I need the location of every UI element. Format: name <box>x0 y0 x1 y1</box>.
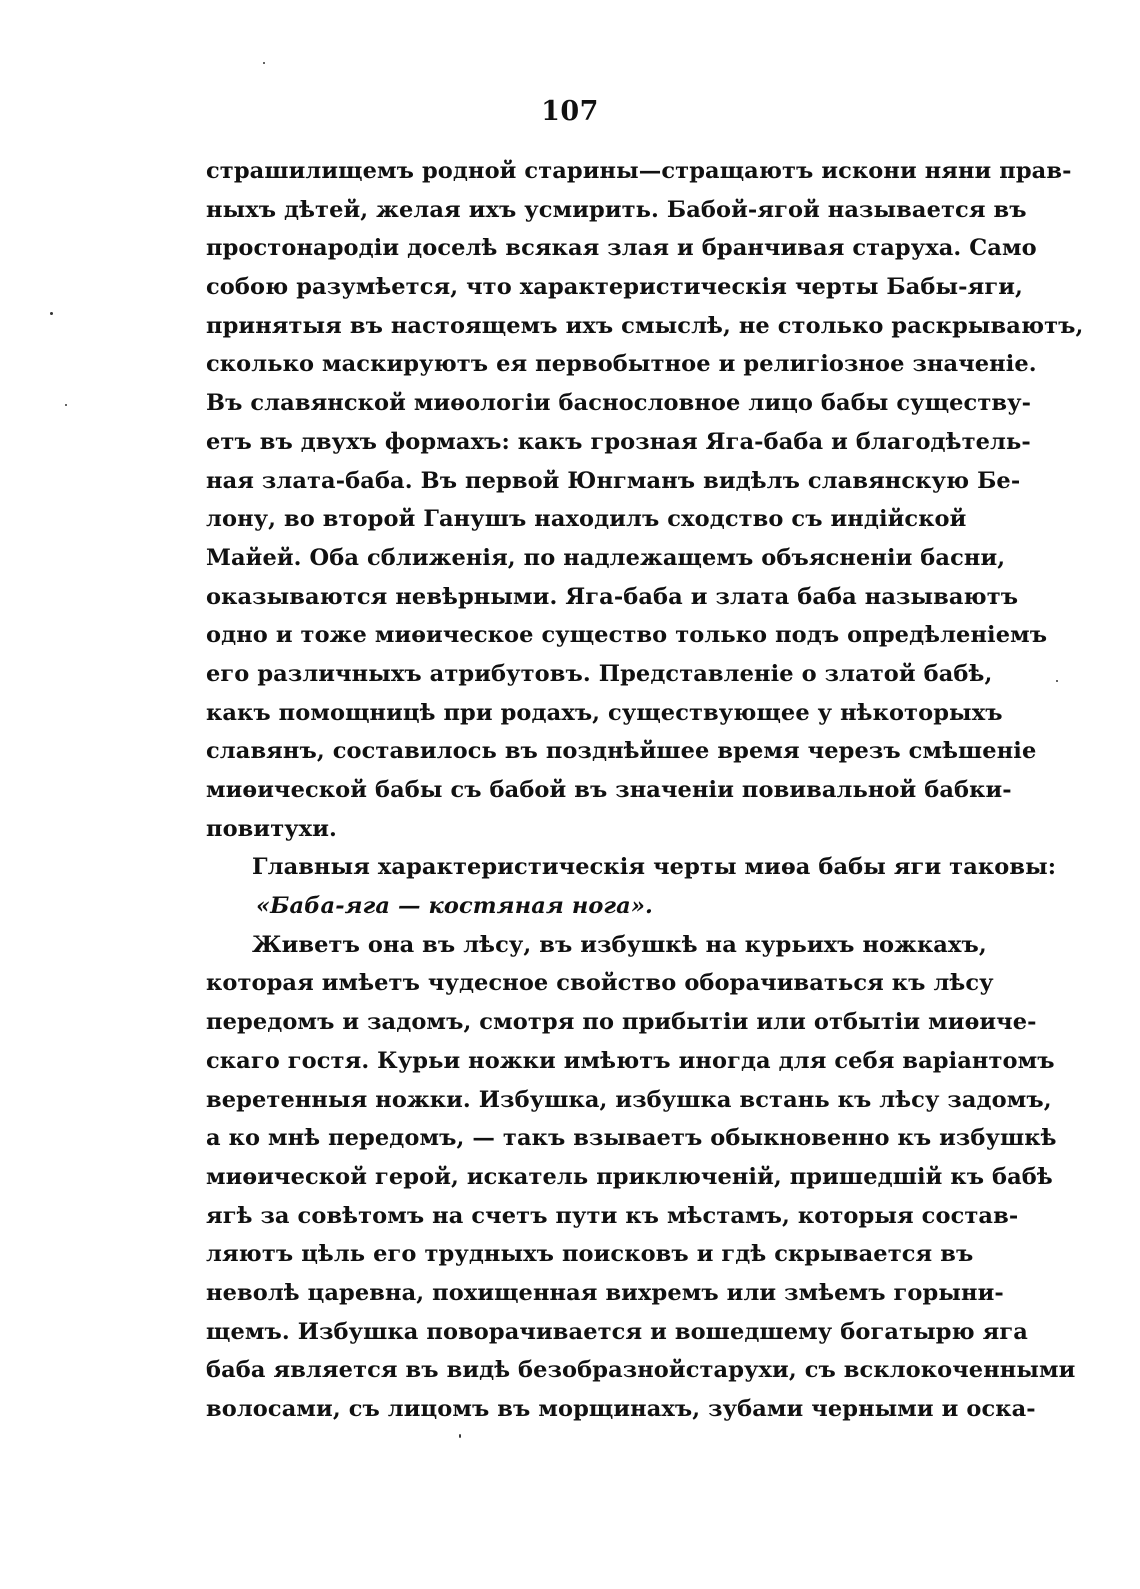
text-line: какъ помощницѣ при родахъ, существующее у нѣкоторыхъ <box>206 699 1003 726</box>
text-line: сколько маскируютъ ея первобытное и религіозное значеніе. <box>206 351 1037 378</box>
text-line: его различныхъ атрибутовъ. Представленіе о златой бабѣ, <box>206 660 993 687</box>
text-line: одно и тоже миѳическое существо только подъ опредѣленіемъ <box>206 622 1048 649</box>
text-line: повитухи. <box>206 815 337 842</box>
scan-speck <box>50 312 53 315</box>
text-line: баба является въ видѣ безобразнойстарухи, съ всклокоченными <box>206 1357 1076 1384</box>
page-number: 107 <box>541 96 599 127</box>
text-line: миѳической бабы съ бабой въ значеніи повивальной бабки- <box>206 777 1012 803</box>
text-line: простонародіи доселѣ всякая злая и бранчивая старуха. Само <box>206 235 1037 262</box>
text-line: Главныя характеристическія черты миѳа бабы яги таковы: <box>252 854 1057 881</box>
scan-speck <box>263 62 265 64</box>
body-text <box>206 152 1084 1429</box>
text-line: Живетъ она въ лѣсу, въ избушкѣ на курьихъ ножкахъ, <box>252 931 987 958</box>
text-line: славянъ, составилось въ позднѣйшее время черезъ смѣшеніе <box>206 738 1037 765</box>
text-line: передомъ и задомъ, смотря по прибытіи или отбытіи миѳиче- <box>206 1009 1037 1036</box>
text-line: Майей. Оба сближенія, по надлежащемъ объясненіи басни, <box>206 544 1006 571</box>
text-line: етъ въ двухъ формахъ: какъ грозная Яга-баба и благодѣтель- <box>206 428 1031 455</box>
text-line: ягѣ за совѣтомъ на счетъ пути къ мѣстамъ, которыя состав- <box>206 1202 1019 1229</box>
text-line: миѳической герой, искатель приключеній, пришедшій къ бабѣ <box>206 1163 1053 1190</box>
text-line: которая имѣетъ чудесное свойство оборачиваться къ лѣсу <box>206 970 994 997</box>
text-line: веретенныя ножки. Избушка, избушка встань къ лѣсу задомъ, <box>206 1086 1052 1113</box>
text-line: а ко мнѣ передомъ, — такъ взываетъ обыкновенно къ избушкѣ <box>206 1125 1057 1152</box>
text-line: оказываются невѣрными. Яга-баба и злата баба называютъ <box>206 583 1019 610</box>
text-line: неволѣ царевна, похищенная вихремъ или змѣемъ горыни- <box>206 1279 1004 1306</box>
text-line: собою разумѣется, что характеристическія черты Бабы-яги, <box>206 274 1023 301</box>
text-line: страшилищемъ родной старины—стращаютъ искони няни прав- <box>206 158 1072 184</box>
text-line: щемъ. Избушка поворачивается и вошедшему богатырю яга <box>206 1318 1028 1345</box>
text-line: ныхъ дѣтей, желая ихъ усмирить. Бабой-ягой называется въ <box>206 196 1027 223</box>
scan-speck <box>1056 680 1058 682</box>
text-line: ная злата-баба. Въ первой Юнгманъ видѣлъ славянскую Бе- <box>206 467 1021 494</box>
quoted-heading: «Баба-яга — костяная нога». <box>256 893 653 920</box>
text-line: Въ славянской миѳологіи баснословное лицо бабы существу- <box>206 390 1032 417</box>
text-line: лону, во второй Ганушъ находилъ сходство съ индійской <box>206 506 967 533</box>
text-line: скаго гостя. Курьи ножки имѣютъ иногда для себя варіантомъ <box>206 1047 1055 1074</box>
scan-speck <box>65 404 67 406</box>
scan-speck <box>459 1434 461 1438</box>
text-line: принятыя въ настоящемъ ихъ смыслѣ, не столько раскрываютъ, <box>206 312 1084 339</box>
text-line: волосами, съ лицомъ въ морщинахъ, зубами черными и оска- <box>206 1396 1036 1422</box>
text-line: ляютъ цѣль его трудныхъ поисковъ и гдѣ скрывается въ <box>206 1241 974 1268</box>
